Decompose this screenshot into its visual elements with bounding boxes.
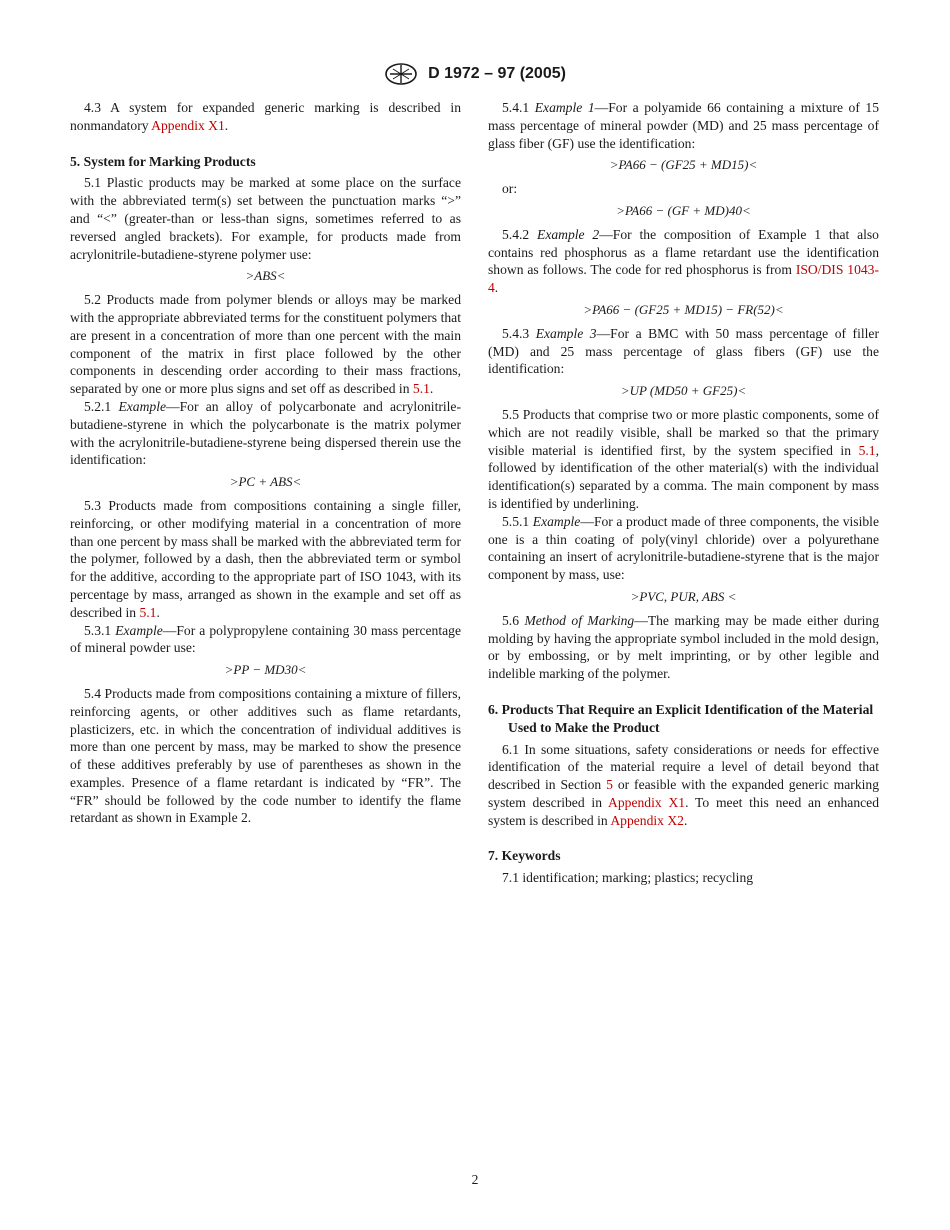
link-section-5[interactable]: 5 bbox=[606, 777, 613, 793]
formula-pc-abs: >PC + ABS< bbox=[229, 474, 302, 490]
link-appendix-x1[interactable]: Appendix X1 bbox=[608, 794, 686, 810]
section-5-heading: 5. System for Marking Products bbox=[70, 153, 256, 169]
formula-up: >UP (MD50 + GF25)< bbox=[620, 383, 747, 399]
paragraph-5-5-1: 5.5.1 Example—For a product made of three components, the visible one is a thin coating of poly(vinyl chloride) over a polyurethane containing an insert of acrylonitrile-butadiene-styrene that is the major component by mass, use: bbox=[488, 513, 879, 583]
document-designation: D 1972 – 97 (2005) bbox=[428, 65, 566, 82]
page-number: 2 bbox=[471, 1172, 479, 1187]
formula-pa66-2: >PA66 − (GF + MD)40< bbox=[616, 202, 751, 218]
formula-pa66-1: >PA66 − (GF25 + MD15)< bbox=[609, 157, 758, 173]
paragraph-5-4-1: 5.4.1 Example 1—For a polyamide 66 containing a mixture of 15 mass percentage of mineral powder (MD) and 25 mass percentage of glass fiber (GF) use the identification: bbox=[488, 100, 879, 151]
formula-pp-md30: >PP − MD30< bbox=[224, 662, 307, 678]
paragraph-5-4-3: 5.4.3 Example 3—For a BMC with 50 mass percentage of filler (MD) and 25 mass percentage of glass fibers (GF) use the identification: bbox=[488, 325, 879, 377]
text-or: or: bbox=[502, 181, 518, 197]
link-5-1[interactable]: 5.1 bbox=[412, 381, 430, 397]
paragraph-5-1: 5.1 Plastic products may be marked at some place on the surface with the abbreviated term(s) set between the punctuation marks “>” and “<” (greater-than or less-than signs, sometimes referred to as reversed angled brackets). For example, for products made from acrylonitrile-butadiene-styrene polymer use: bbox=[70, 175, 461, 262]
section-7-heading: 7. Keywords bbox=[488, 848, 561, 864]
paragraph-7-1: 7.1 identification; marking; plastics; recycling bbox=[502, 870, 754, 886]
paragraph-5-2: 5.2 Products made from polymer blends or alloys may be marked with the appropriate abbreviated terms for the constituent polymers that are present in a concentration of more than one percent with the main component of the matrix in first place followed by the other components in descending order according to their mass fractions, separated by one or more plus signs and set off as described in 5.1. bbox=[70, 292, 461, 397]
link-appendix-x1[interactable]: Appendix X1 bbox=[151, 117, 225, 133]
paragraph-6-1: 6.1 In some situations, safety considerations or needs for effective identification of the material require a level of detail beyond that described in Section 5 or feasible with the expanded generic marking system described in Appendix X1. To meet this need an enhanced system is described in Appendix X2. bbox=[488, 741, 879, 828]
link-5-1[interactable]: 5.1 bbox=[139, 604, 157, 620]
right-column bbox=[488, 99, 879, 887]
paragraph-5-2-1: 5.2.1 Example—For an alloy of polycarbonate and acrylonitrile-butadiene-styrene in which the polycarbonate is the matrix polymer with the acrylonitrile-butadiene-styrene being dispersed therein use the identification: bbox=[70, 398, 461, 468]
astm-logo-icon bbox=[384, 62, 418, 86]
paragraph-5-3-1: 5.3.1 Example—For a polypropylene containing 30 mass percentage of mineral powder use: bbox=[70, 622, 461, 656]
page-header bbox=[0, 62, 950, 86]
paragraph-5-4-2: 5.4.2 Example 2—For the composition of Example 1 that also contains red phosphorus as a flame retardant use the identification shown as follows. The code for red phosphorus is from ISO/DIS 1043-4. bbox=[488, 226, 879, 296]
link-5-1[interactable]: 5.1 bbox=[858, 442, 876, 458]
formula-pa66-fr: >PA66 − (GF25 + MD15) − FR(52)< bbox=[583, 301, 784, 317]
paragraph-5-6: 5.6 Method of Marking—The marking may be made either during molding by having the appropriate symbol included in the mold design, or by embossing, or by melt imprinting, or by other legible and indelible marking of the polymer. bbox=[488, 612, 880, 682]
link-appendix-x2[interactable]: Appendix X2 bbox=[610, 812, 684, 828]
formula-pvc-pur-abs: >PVC, PUR, ABS < bbox=[630, 588, 737, 604]
formula-abs: >ABS< bbox=[245, 268, 286, 284]
section-6-heading: 6. Products That Require an Explicit Identification of the Material Used to Make the Product bbox=[488, 701, 874, 735]
left-column bbox=[70, 99, 461, 827]
paragraph-4-3: 4.3 A system for expanded generic marking is described in nonmandatory Appendix X1. bbox=[70, 100, 461, 133]
link-iso-dis-1043-4[interactable]: ISO/DIS 1043-4 bbox=[488, 262, 879, 296]
paragraph-5-3: 5.3 Products made from compositions containing a single filler, reinforcing, or other modifying material in a concentration of more than one percent by mass shall be marked with the abbreviated term for the polymer, followed by a dash, then the abbreviated term or symbol for the additive, according to the appropriate part of ISO 1043, with its percentage by mass, arranged as shown in the example and set off as described in 5.1. bbox=[70, 497, 461, 620]
paragraph-5-5: 5.5 Products that comprise two or more plastic components, some of which are not readily visible, shall be marked so that the primary visible material is identified first, by the system specified in 5.1, followed by identification of the other material(s) with the individual identification(s) separated by a comma. The main component by mass is identified by underlining. bbox=[488, 406, 879, 511]
paragraph-5-4: 5.4 Products made from compositions containing a mixture of fillers, reinforcing agents, or other additives such as flame retardants, plasticizers, etc. in which the concentration of individual additives is more than one percent by mass, may be marked to show the presence of these additives preferably by use of parentheses as shown in the examples. Presence of a flame retardant is indicated by “FR”. The “FR” should be followed by the code number to identify the flame retardant as shown in Example 2. bbox=[70, 685, 461, 826]
